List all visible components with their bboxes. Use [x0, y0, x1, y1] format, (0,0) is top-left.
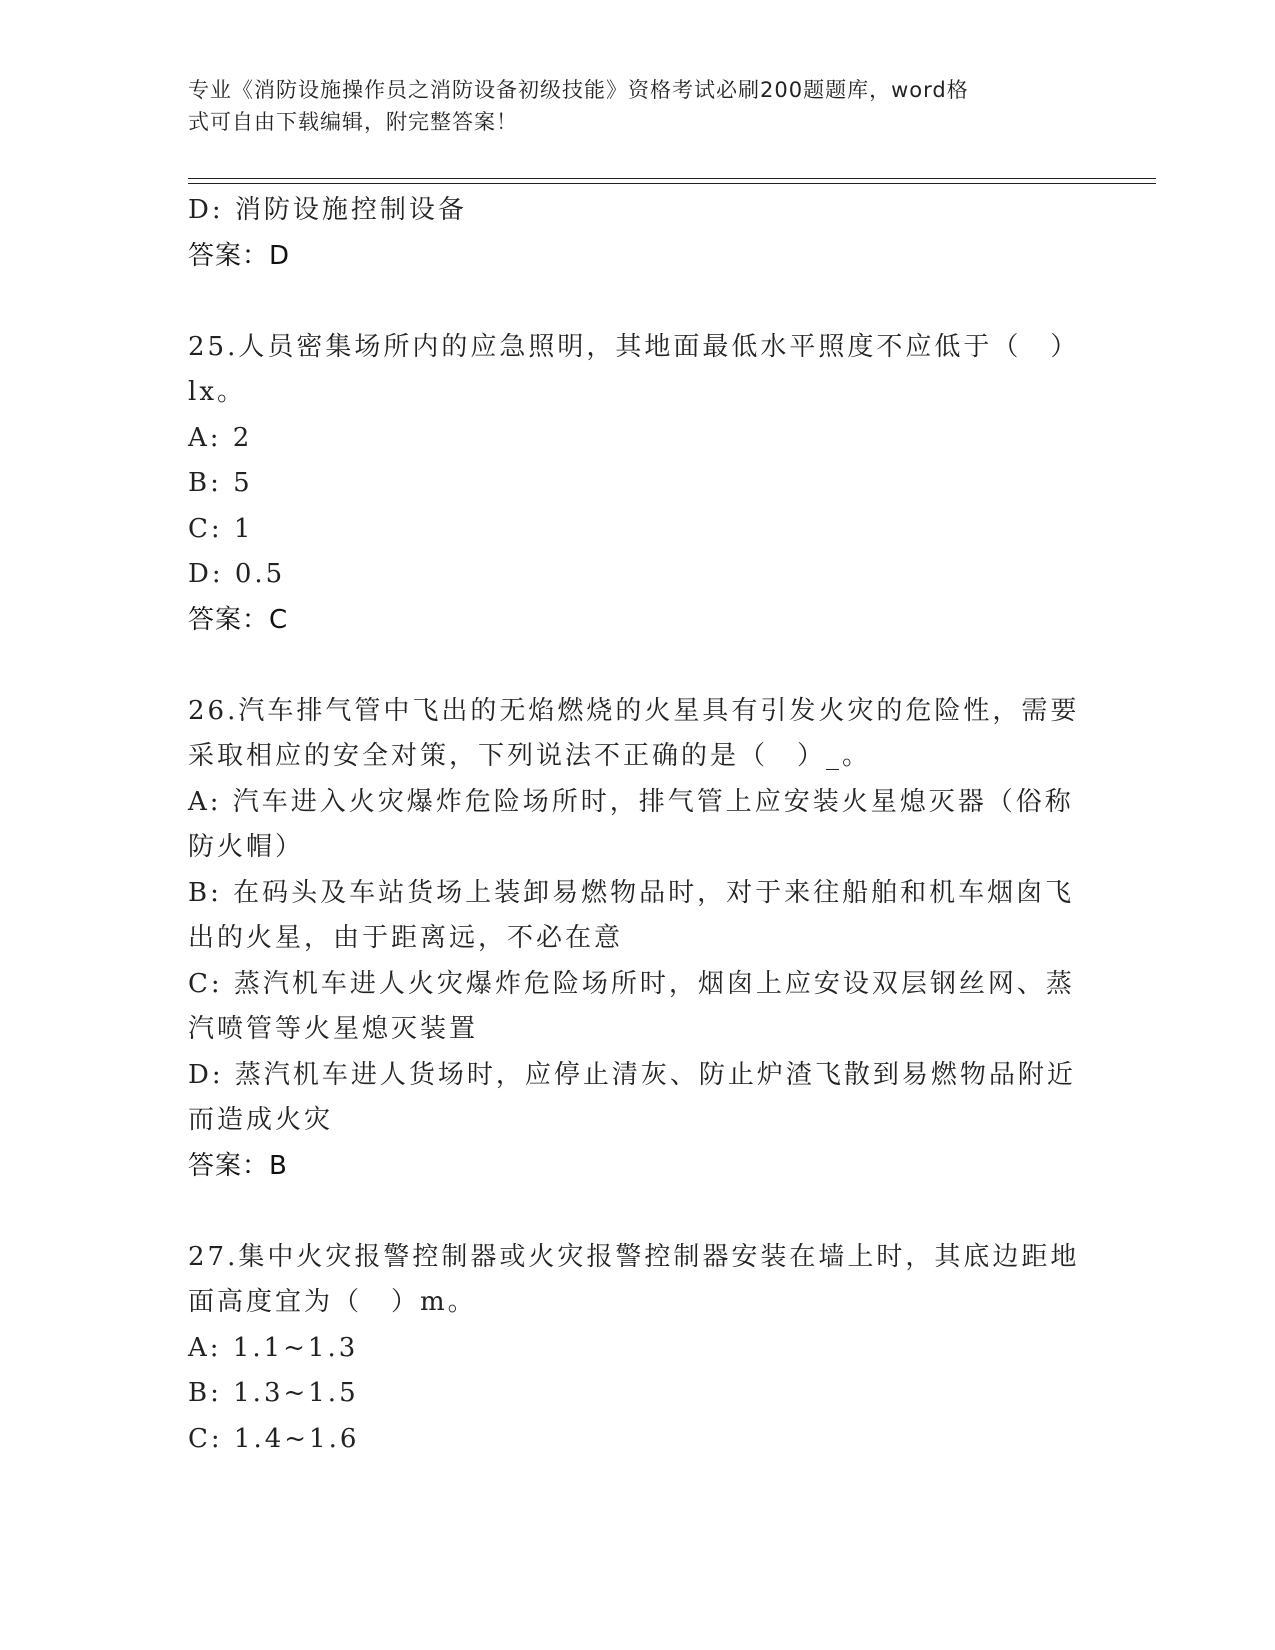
question-list: [188, 188, 1078, 1462]
header-divider-bottom: [188, 183, 1156, 184]
header-divider-top: [188, 178, 1156, 179]
option-b-line-2: 出的火星，由于距离远，不必在意: [188, 923, 624, 953]
question-text-line-1: 26.汽车排气管中飞出的无焰燃烧的火星具有引发火灾的危险性，需要: [188, 695, 1080, 726]
option-c-line-2: 汽喷管等火星熄灭装置: [188, 1014, 479, 1044]
question-27: [188, 1235, 1078, 1463]
question-text-line-2: 采取相应的安全对策，下列说法不正确的是（ ）_。: [188, 741, 872, 771]
option-a-line-1: A: 汽车进入火灾爆炸危险场所时，排气管上应安装火星熄灭器（俗称: [188, 786, 1074, 817]
question-spacer: [188, 1189, 1078, 1235]
option-c-line-1: C: 蒸汽机车进人火灾爆炸危险场所时，烟囱上应安设双层钢丝网、蒸: [188, 968, 1075, 999]
option-a-line-2: 防火帽）: [188, 832, 305, 862]
option-a: A: 1.1~1.3: [188, 1332, 359, 1363]
option-d-line-2: 而造成火灾: [188, 1105, 334, 1135]
option-a: A: 2: [188, 422, 253, 453]
option-d: D: 0.5: [188, 559, 286, 589]
question-text-line-1: 25.人员密集场所内的应急照明，其地面最低水平照度不应低于（ ）: [188, 331, 1080, 362]
header-line-1: 专业《消防设施操作员之消防设备初级技能》资格考试必刷200题题库，word格: [188, 78, 969, 102]
question-text-line-1: 27.集中火灾报警控制器或火灾报警控制器安装在墙上时，其底边距地: [188, 1241, 1080, 1272]
question-25: [188, 325, 1078, 644]
document-header: [188, 74, 1068, 138]
option-b: B: 5: [188, 468, 253, 498]
question-text-line-2: 面高度宜为（ ）m。: [188, 1287, 477, 1317]
question-spacer: [188, 643, 1078, 689]
question-text-line-2: lx。: [188, 377, 246, 407]
option-b: B: 1.3~1.5: [188, 1378, 359, 1408]
answer-line: 答案：C: [188, 604, 289, 635]
question-26: [188, 689, 1078, 1190]
option-d: D: 消防设施控制设备: [188, 195, 467, 225]
option-d-line-1: D: 蒸汽机车进人货场时，应停止清灰、防止炉渣飞散到易燃物品附近: [188, 1059, 1076, 1090]
header-line-2: 式可自由下载编辑，附完整答案！: [188, 110, 518, 134]
answer-line: 答案：D: [188, 240, 291, 271]
question-24: [188, 188, 1078, 279]
option-c: C: 1.4~1.6: [188, 1423, 360, 1454]
answer-line: 答案：B: [188, 1150, 288, 1181]
question-spacer: [188, 279, 1078, 325]
option-b-line-1: B: 在码头及车站货场上装卸易燃物品时，对于来往船舶和机车烟囱飞: [188, 877, 1075, 908]
option-c: C: 1: [188, 513, 254, 544]
